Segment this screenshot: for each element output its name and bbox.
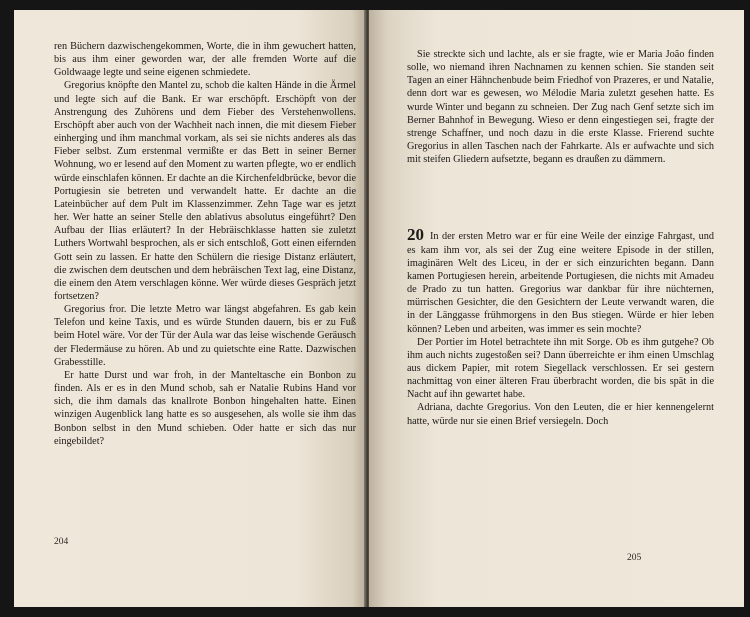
left-page-text — [54, 40, 356, 448]
paragraph: Gregorius knöpfte den Mantel zu, schob die kalten Hände in die Ärmel und legte sich auf die Bank. Er war erschöpft. Erschöpft von der Anstrengung des Zuhörens und dem Fieber des Verstehenwollens. Erschöpft aber auch von der Wachheit nach innen, die mit diesem Fieber einherging und ihm manchmal vorkam, als sei sie nichts anderes als das Fieber selbst. Zum erstenmal vermißte er das Bett in seiner Berner Wohnung, wo er lesend auf den Moment zu warten pflegte, wo er endlich würde einschlafen können. Er dachte an die Kirchenfeldbrücke, bevor die Portugiesin sie betreten und verwandelt hatte. Er dachte an die Lateinbücher auf dem Pult im Klassenzimmer. Zehn Tage war es jetzt her. Wer hatte an seiner Stelle den ablativus absolutus eingeführt? Den Aufbau der Ilias erläutert? In der Hebräischklasse hatten sie zuletzt Luthers Wortwahl besprochen, als er sich entschloß, Gott einen eifernden Gott sein zu lassen. Er hatte den Schülern die riesige Distanz erläutert, die zwischen dem deutschen und dem hebräischen Text lag, eine Distanz, die einem den Atem verschlagen könne. Wer würde dieses Gespräch jetzt fortsetzen? — [54, 80, 356, 302]
paragraph: ren Büchern dazwischengekommen, Worte, die in ihm gewuchert hatten, bis aus ihm einer geworden war, der alle fremden Worte auf die Goldwaage legte und seine eigenen schmiedete. — [54, 41, 356, 79]
chapter-number: 20 — [407, 225, 424, 245]
left-page — [14, 10, 366, 607]
right-page — [369, 10, 744, 607]
chapter-20 — [407, 225, 714, 427]
right-page-text — [407, 48, 714, 428]
paragraph: Gregorius fror. Die letzte Metro war längst abgefahren. Es gab kein Telefon und keine Taxis, und es würde Stunden dauern, bis er zu Fuß beim Hotel wäre. Vor der Tür der Aula war das leise wischende Geräusch der Fledermäuse zu hören. Ab und zu quietschte eine Ratte. Dazwischen Grabesstille. — [54, 304, 356, 368]
paragraph: Adriana, dachte Gregorius. Von den Leuten, die er hier kennengelernt hatte, würde nur sie einen Brief versiegeln. Doch — [407, 402, 714, 427]
chapter-opening-paragraph — [407, 225, 714, 335]
open-book — [14, 10, 744, 607]
page-number: 204 — [54, 537, 69, 547]
paragraph: Sie streckte sich und lachte, als er sie fragte, wie er Maria João finden solle, wo niemand ihren Nachnamen zu kennen schien. Sie standen seit Tagen an einer Hähnchenbude beim Friedhof von Prazeres, er und Natalie, denn dort war es gewesen, wo Mélodie Maria zuletzt gesehen hatte. Es wurde Winter und begann zu schneien. Der Zug nach Genf setzte sich im Berner Bahnhof in Bewegung. Wieso er denn eingestiegen sei, fragte der strenge Schaffner, und noch dazu in die erste Klasse. Frierend suchte Gregorius in allen Taschen nach der Fahrkarte. Als er aufwachte und sich mit steifen Gliedern aufsetzte, begann es draußen zu dämmern. — [407, 49, 714, 166]
paragraph: Er hatte Durst und war froh, in der Manteltasche ein Bonbon zu finden. Als er es in den Mund schob, sah er Natalie Rubins Hand vor sich, die ihm damals das knallrote Bonbon hingehalten hatte. Einen winzigen Augenblick lang hatte es so ausgesehen, als wolle sie ihm das Bonbon selbst in den Mund schieben. Oder hatte er sich das nur eingebildet? — [54, 369, 356, 447]
page-number: 205 — [627, 553, 642, 563]
paragraph: Der Portier im Hotel betrachtete ihn mit Sorge. Ob es ihm gutgehe? Ob ihm auch nichts zugestoßen sei? Dann überreichte er ihm einen Umschlag aus dickem Papier, mit rotem Siegellack verschlossen. Er sei gestern nachmittag von einer älteren Frau überbracht worden, die bis spät in die Nacht auf ihn gewartet habe. — [407, 336, 714, 401]
chapter-opening-text: In der ersten Metro war er für eine Weile der einzige Fahrgast, und es kam ihm vor, als sei der Zug eine weitere Episode in der stillen, imaginären Welt des Liceu, in der er sich einzurichten begann. Dann kamen Portugiesen herein, arbeitende Portugiesen, die nichts mit Amadeu de Prado zu tun hatten. Gregorius war dankbar für ihre nüchternen, mürrischen Gesichter, die den Gesichtern der Leute verwandt waren, die in der Länggasse frühmorgens in den Bus stiegen. Würde er hier leben können? Leben und arbeiten, was immer es sein mochte? — [407, 231, 714, 335]
